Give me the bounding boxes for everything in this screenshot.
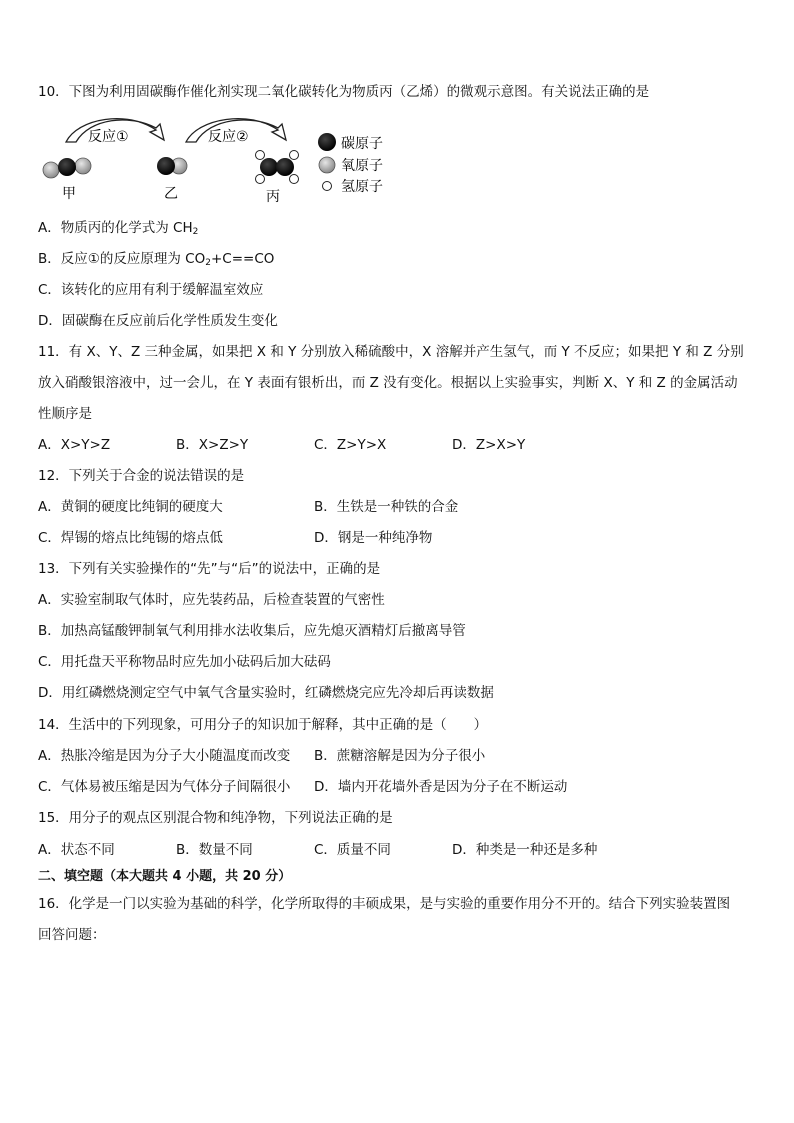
q16-stem-line2: 回答问题： xyxy=(38,927,106,943)
q14-stem: 14．生活中的下列现象，可用分子的知识加于解释，其中正确的是（ ） xyxy=(38,717,488,733)
q13-stem: 13．下列有关实验操作的“先”与“后”的说法中，正确的是 xyxy=(38,561,381,577)
q10-option-a: A．物质丙的化学式为 $CH_2$ xyxy=(38,220,199,237)
section-heading-fill-in: 二、填空题（本大题共 4 小题，共 20 分） xyxy=(38,869,292,884)
q13-option-c: C．用托盘天平称物品时应先加小砝码后加大砝码 xyxy=(38,654,331,670)
q13-option-b: B．加热高锰酸钾制氧气利用排水法收集后，应先熄灭酒精灯后撤离导管 xyxy=(38,623,466,639)
q15-stem: 15．用分子的观点区别混合物和纯净物，下列说法正确的是 xyxy=(38,810,393,826)
q14-option-c: C．气体易被压缩是因为气体分子间隔很小 xyxy=(38,779,291,795)
molecule-jia-co2-icon xyxy=(43,158,91,178)
q12-option-b: B．生铁是一种铁的合金 xyxy=(314,499,459,515)
q12-option-d: D．钢是一种纯净物 xyxy=(314,530,433,546)
q15-option-a: A．状态不同 xyxy=(38,842,115,858)
carbon-atom-icon xyxy=(318,133,336,151)
q10-option-c: C．该转化的应用有利于缓解温室效应 xyxy=(38,282,264,298)
q13-option-d: D．用红磷燃烧测定空气中氧气含量实验时，红磷燃烧完应先冷却后再读数据 xyxy=(38,685,494,701)
reaction1-label: 反应① xyxy=(88,129,129,145)
legend-oxygen: 氧原子 xyxy=(341,158,383,174)
q14-option-a: A．热胀冷缩是因为分子大小随温度而改变 xyxy=(38,748,291,764)
q11-stem-line3: 性顺序是 xyxy=(38,406,92,422)
q13-option-a: A．实验室制取气体时，应先装药品，后检查装置的气密性 xyxy=(38,592,385,608)
q16-stem-line1: 16．化学是一门以实验为基础的科学，化学所取得的丰硕成果，是与实验的重要作用分不开的。结合下列实验装置图 xyxy=(38,896,731,912)
hydrogen-atom-icon xyxy=(323,182,332,191)
reaction2-label: 反应② xyxy=(208,129,249,145)
q11-option-d: D．Z>X>Y xyxy=(452,437,526,453)
q14-option-d: D．墙内开花墙外香是因为分子在不断运动 xyxy=(314,779,568,795)
q14-option-b: B．蔗糖溶解是因为分子很小 xyxy=(314,748,486,764)
q15-option-b: B．数量不同 xyxy=(176,842,253,858)
label-bing: 丙 xyxy=(266,189,280,205)
oxygen-atom-icon xyxy=(319,157,335,173)
molecule-diagram xyxy=(38,108,458,210)
q15-option-d: D．种类是一种还是多种 xyxy=(452,842,598,858)
q11-option-b: B．X>Z>Y xyxy=(176,437,249,453)
molecule-yi-co-icon xyxy=(157,157,187,175)
label-jia: 甲 xyxy=(62,186,76,202)
q11-option-a: A．X>Y>Z xyxy=(38,437,111,453)
q12-option-a: A．黄铜的硬度比纯铜的硬度大 xyxy=(38,499,223,515)
legend-carbon: 碳原子 xyxy=(341,136,383,152)
molecule-bing-c2h4-icon xyxy=(256,151,299,184)
q15-option-c: C．质量不同 xyxy=(314,842,391,858)
q11-stem-line2: 放入硝酸银溶液中，过一会儿，在 Y 表面有银析出，而 Z 没有变化。根据以上实验事实，判断 X、Y 和 Z 的金属活动 xyxy=(38,375,738,391)
q12-option-c: C．焊锡的熔点比纯锡的熔点低 xyxy=(38,530,223,546)
q10-stem: 10．下图为利用固碳酶作催化剂实现二氧化碳转化为物质丙（乙烯）的微观示意图。有关说法正确的是 xyxy=(38,84,650,100)
q11-stem-line1: 11．有 X、Y、Z 三种金属，如果把 X 和 Y 分别放入稀硫酸中，X 溶解并产生氢气，而 Y 不反应；如果把 Y 和 Z 分别 xyxy=(38,344,744,360)
q10-option-b: B．反应①的反应原理为 $CO_2+C==CO$ xyxy=(38,251,275,268)
label-yi: 乙 xyxy=(164,186,178,202)
q12-stem: 12．下列关于合金的说法错误的是 xyxy=(38,468,245,484)
q11-option-c: C．Z>Y>X xyxy=(314,437,387,453)
q10-option-d: D．固碳酶在反应前后化学性质发生变化 xyxy=(38,313,278,329)
legend-hydrogen: 氢原子 xyxy=(341,179,383,195)
